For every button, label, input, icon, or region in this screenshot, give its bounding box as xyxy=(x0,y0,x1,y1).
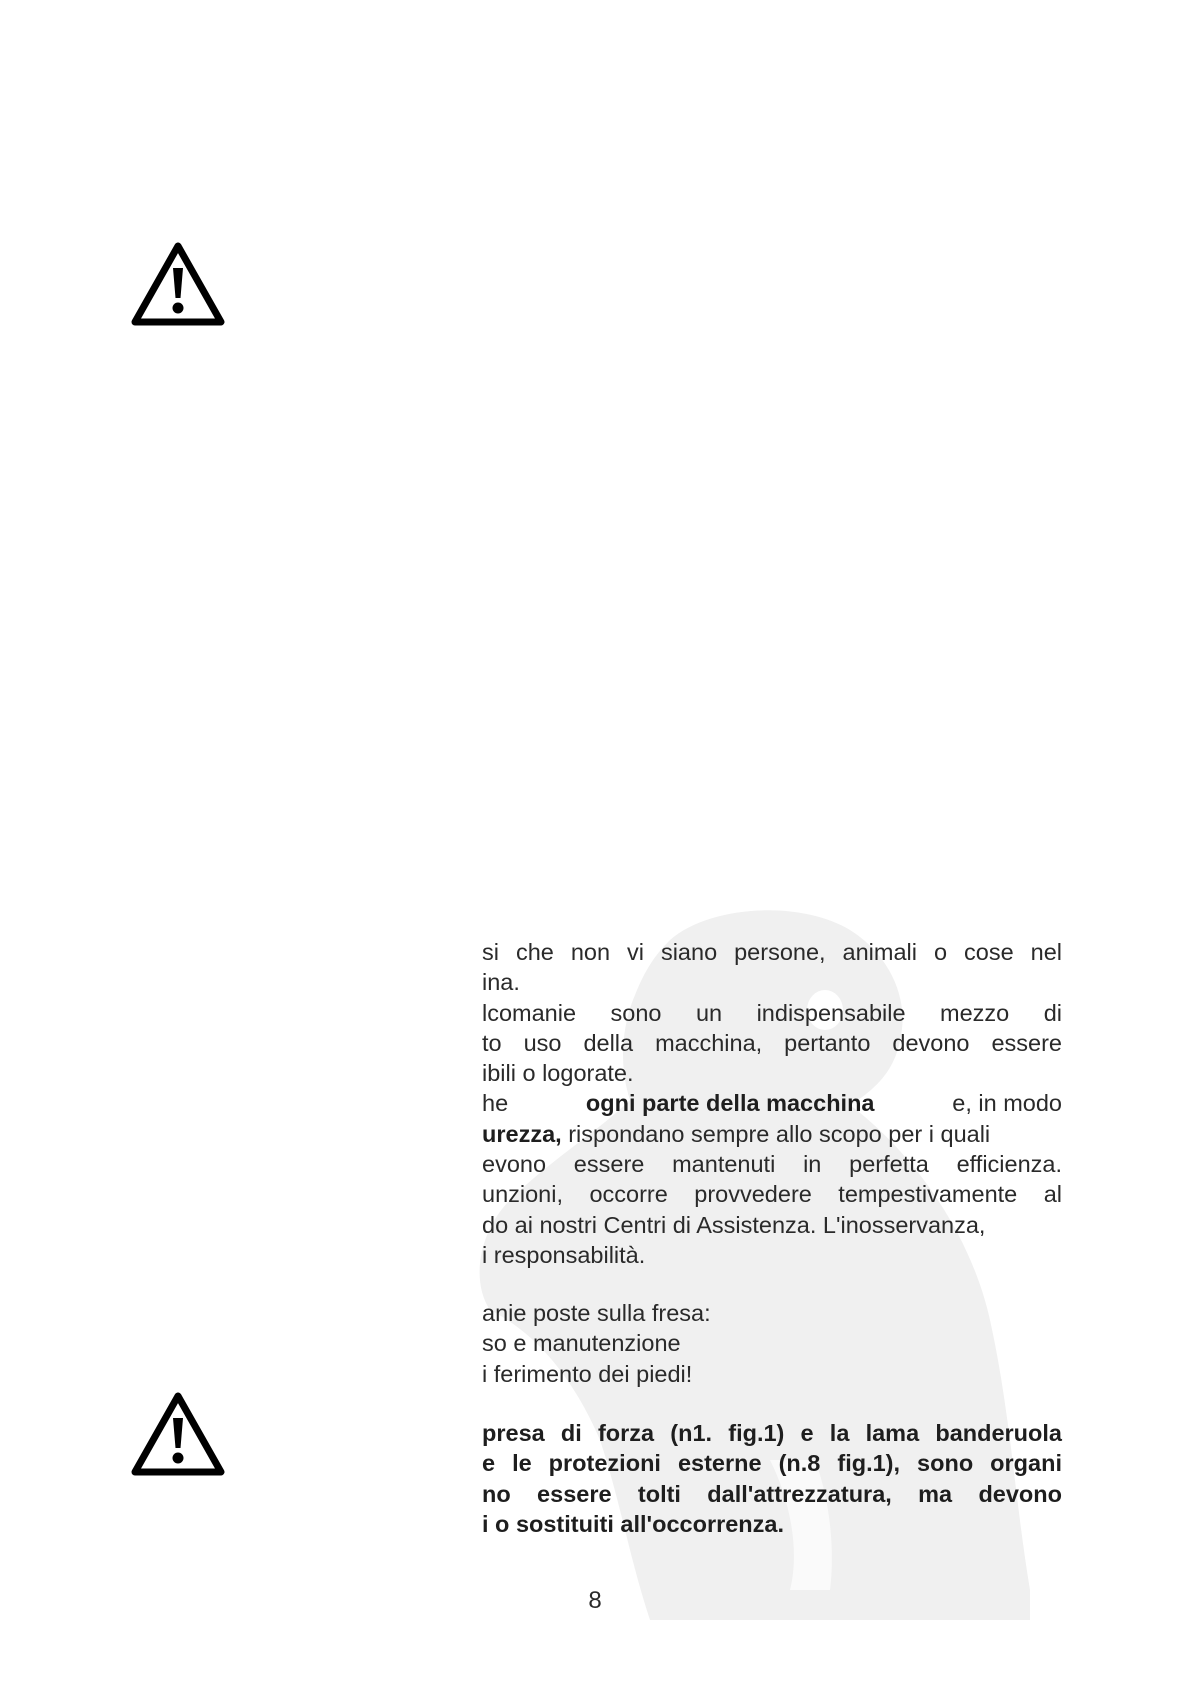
text-line xyxy=(482,1119,1062,1149)
text-line xyxy=(482,1509,1062,1539)
page-number: 8 xyxy=(588,1587,602,1614)
text-line: lcomanie sono un indispensabile mezzo di xyxy=(482,999,1062,1026)
bold-text: ogni parte della macchina xyxy=(585,1090,875,1117)
warning-triangle-icon xyxy=(130,240,226,328)
bold-text: urezza, xyxy=(482,1120,562,1147)
text-line: i responsabilità. xyxy=(482,1241,646,1268)
text-line: anie poste sulla fresa: xyxy=(482,1300,711,1326)
text-line xyxy=(482,1088,1062,1118)
text-line xyxy=(482,1479,1062,1509)
bold-text: e le protezioni esterne (n.8 fig.1), sono organi xyxy=(482,1450,1062,1477)
text-line xyxy=(482,1418,1062,1448)
bold-text: i o sostituiti all'occorrenza. xyxy=(482,1510,785,1537)
paragraph-guards-warning xyxy=(482,1418,1062,1539)
paragraph-decals xyxy=(482,1298,1062,1389)
text-segment: rispondano sempre allo scopo per i quali xyxy=(561,1120,991,1147)
text-line: do ai nostri Centri di Assistenza. L'inosservanza, xyxy=(482,1211,986,1238)
text-line: to uso della macchina, pertanto devono essere xyxy=(482,1029,1062,1056)
text-line: unzioni, occorre provvedere tempestivamente al xyxy=(482,1181,1062,1208)
warning-triangle-icon xyxy=(130,1390,226,1478)
text-line: ina. xyxy=(482,969,520,996)
bold-text: no essere tolti dall'attrezzatura, ma devono xyxy=(482,1480,1062,1507)
text-segment: he xyxy=(482,1090,509,1117)
text-line: si che non vi siano persone, animali o cose nel xyxy=(482,939,1062,965)
text-line xyxy=(482,1448,1062,1478)
text-line: ibili o logorate. xyxy=(482,1060,634,1087)
text-segment: e, in modo xyxy=(952,1090,1062,1117)
text-line: evono essere mantenuti in perfetta efficienza. xyxy=(482,1151,1062,1178)
bold-text: presa di forza (n1. fig.1) e la lama banderuola xyxy=(482,1420,1062,1446)
paragraph-safety-checks xyxy=(482,937,1062,1270)
text-line: so e manutenzione xyxy=(482,1330,681,1357)
text-line: i ferimento dei piedi! xyxy=(482,1360,693,1387)
